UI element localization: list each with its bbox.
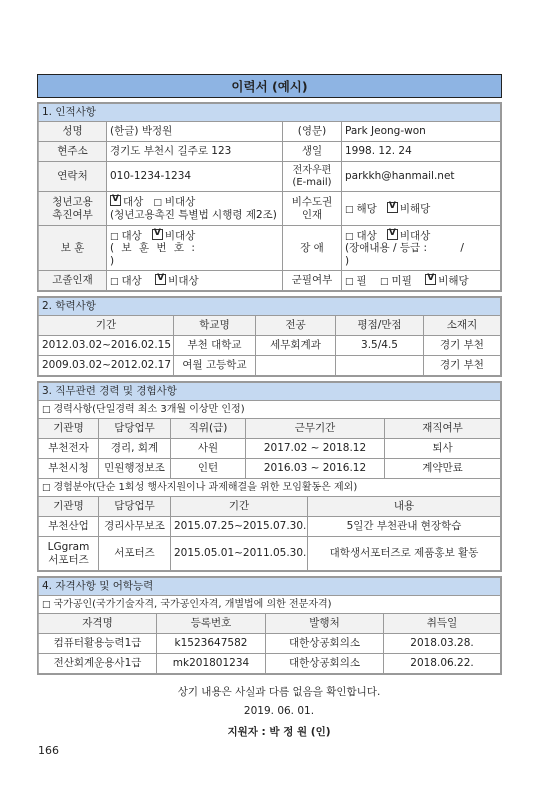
table-cell: 2015.07.25~2015.07.30. — [171, 517, 308, 537]
resume-form — [37, 74, 502, 675]
table-cell: 2017.02 ~ 2018.12 — [246, 439, 385, 459]
column-header: 자격명 — [39, 614, 157, 634]
option-label: 비대상 — [164, 229, 196, 242]
subheader-label: 경험분야(단순 1회성 행사지원이나 과제해결을 위한 모임활동은 제외) — [53, 481, 358, 493]
birth-label: 생일 — [283, 142, 342, 162]
veteran-number-line: ( 보 훈 번 호 : — [110, 242, 197, 255]
table-cell: 5일간 부천관내 현장학습 — [308, 517, 501, 537]
table-cell: 부천산업 — [39, 517, 99, 537]
email-label: 전자우편 (E-mail) — [283, 162, 342, 192]
option-label: 대상 — [123, 196, 144, 209]
table-cell: 2018.06.22. — [384, 654, 501, 674]
career-subheader — [39, 401, 501, 419]
signature-date: 2019. 06. 01. — [243, 705, 315, 717]
document-title: 이력서 (예시) — [37, 74, 502, 98]
section-experience — [37, 381, 502, 572]
option-label: 필 — [356, 274, 367, 287]
column-header: 소재지 — [424, 316, 501, 336]
table-cell: 2009.03.02~2012.02.17 — [39, 356, 174, 376]
section-personal-info — [37, 102, 502, 292]
table-cell: 컴퓨터활용능력1급 — [39, 634, 157, 654]
option-label: 비해당 — [438, 274, 469, 287]
square-icon: □ — [345, 204, 354, 215]
table-cell: 대한상공회의소 — [266, 654, 384, 674]
column-header: 근무기간 — [246, 419, 385, 439]
disability-no-checkbox[interactable] — [387, 229, 398, 240]
table-cell: k1523647582 — [157, 634, 266, 654]
column-header: 발행처 — [266, 614, 384, 634]
option-label: 비대상 — [168, 274, 199, 287]
address-value: 경기도 부천시 길주로 123 — [107, 142, 283, 162]
high-school-grad-options — [107, 271, 283, 291]
non-metro-label: 비수도권 인재 — [283, 192, 342, 226]
column-header: 기관명 — [39, 497, 99, 517]
non-metro-no-checkbox[interactable] — [387, 202, 398, 213]
military-options — [342, 271, 501, 291]
column-header: 내용 — [308, 497, 501, 517]
birth-value: 1998. 12. 24 — [342, 142, 501, 162]
contact-label: 연락처 — [39, 162, 107, 192]
option-label: 대상 — [356, 229, 377, 242]
table-cell: 2016.03 ~ 2016.12 — [246, 459, 385, 479]
military-label: 군필여부 — [283, 271, 342, 291]
section-header: 1. 인적사항 — [39, 104, 501, 122]
option-label: 비대상 — [399, 229, 431, 242]
table-cell: 경기 부천 — [424, 356, 501, 376]
section-header: 2. 학력사항 — [39, 298, 501, 316]
option-label: 해당 — [356, 202, 377, 215]
square-icon: □ — [110, 276, 119, 287]
page-number: 166 — [38, 744, 59, 757]
table-cell: mk201801234 — [157, 654, 266, 674]
youth-employment-label: 청년고용 촉진여부 — [39, 192, 107, 226]
column-header: 취득일 — [384, 614, 501, 634]
table-cell — [256, 356, 336, 376]
table-cell: 전산회계운용사1급 — [39, 654, 157, 674]
high-school-grad-label: 고졸인재 — [39, 271, 107, 291]
column-header: 등록번호 — [157, 614, 266, 634]
disability-label: 장 애 — [283, 226, 342, 271]
column-header: 전공 — [256, 316, 336, 336]
option-label: 비해당 — [399, 202, 431, 215]
table-cell: 2015.05.01~2011.05.30. — [171, 537, 308, 571]
table-cell: 여월 고등학교 — [174, 356, 256, 376]
non-metro-options — [342, 192, 501, 226]
experience-subheader — [39, 479, 501, 497]
section-certifications — [37, 576, 502, 675]
square-icon: □ — [345, 231, 354, 242]
option-label: 미필 — [391, 274, 412, 287]
contact-value: 010-1234-1234 — [107, 162, 283, 192]
veteran-label: 보 훈 — [39, 226, 107, 271]
close-paren: ) — [110, 254, 115, 267]
table-cell: 부천전자 — [39, 439, 99, 459]
option-label: 대상 — [121, 229, 142, 242]
name-value: (한글) 박정원 — [107, 122, 283, 142]
section-header: 3. 직무관련 경력 및 경험사항 — [39, 383, 501, 401]
table-cell: 사원 — [171, 439, 246, 459]
name-label: 성명 — [39, 122, 107, 142]
option-label: 비대상 — [164, 196, 196, 209]
square-icon: □ — [42, 599, 51, 610]
subheader-label: 경력사항(단일경력 최소 3개월 이상만 인정) — [53, 403, 245, 415]
youth-note: (청년고용촉진 특별법 시행령 제2조) — [110, 209, 277, 222]
section-header: 4. 자격사항 및 어학능력 — [39, 578, 501, 596]
table-cell: 서포터즈 — [99, 537, 171, 571]
military-na-checkbox[interactable] — [425, 274, 436, 285]
column-header: 직위(급) — [171, 419, 246, 439]
column-header: 평점/만점 — [336, 316, 424, 336]
table-cell: 경리, 회계 — [99, 439, 171, 459]
column-header: 재직여부 — [385, 419, 501, 439]
column-header: 담당업무 — [99, 419, 171, 439]
square-icon: □ — [153, 198, 162, 209]
veteran-no-checkbox[interactable] — [152, 229, 163, 240]
column-header: 기간 — [171, 497, 308, 517]
square-icon: □ — [380, 276, 389, 287]
table-cell: 2018.03.28. — [384, 634, 501, 654]
disability-grade-line: (장애내용 / 등급 : / — [345, 242, 464, 255]
confirmation-statement: 상기 내용은 사실과 다름 없음을 확인합니다. — [177, 686, 381, 698]
grad-no-checkbox[interactable] — [155, 274, 166, 285]
youth-employment-options — [107, 192, 283, 226]
column-header: 기관명 — [39, 419, 99, 439]
section-education — [37, 296, 502, 377]
table-cell: 계약만료 — [385, 459, 501, 479]
column-header: 기간 — [39, 316, 174, 336]
table-cell: LGgram 서포터즈 — [39, 537, 99, 571]
national-cert-subheader — [39, 596, 501, 614]
table-cell: 대한상공회의소 — [266, 634, 384, 654]
table-cell: 인턴 — [171, 459, 246, 479]
square-icon: □ — [345, 276, 354, 287]
table-cell: 3.5/4.5 — [336, 336, 424, 356]
column-header: 학교명 — [174, 316, 256, 336]
table-cell: 대학생서포터즈로 제품홍보 활동 — [308, 537, 501, 571]
address-label: 현주소 — [39, 142, 107, 162]
table-cell: 퇴사 — [385, 439, 501, 459]
table-cell — [336, 356, 424, 376]
table-cell: 경기 부천 — [424, 336, 501, 356]
table-cell: 부천시청 — [39, 459, 99, 479]
table-cell: 민원행정보조 — [99, 459, 171, 479]
square-icon: □ — [42, 482, 51, 493]
english-name-label: (영문) — [283, 122, 342, 142]
option-label: 대상 — [121, 274, 142, 287]
table-cell: 2012.03.02~2016.02.15 — [39, 336, 174, 356]
veteran-options — [107, 226, 283, 271]
applicant-signature: 지원자 : 박 정 원 (인) — [227, 726, 331, 738]
table-cell: 경리사무보조 — [99, 517, 171, 537]
email-value: parkkh@hanmail.net — [342, 162, 501, 192]
square-icon: □ — [42, 404, 51, 415]
table-cell: 세무회계과 — [256, 336, 336, 356]
table-cell: 부천 대학교 — [174, 336, 256, 356]
english-name-value: Park Jeong-won — [342, 122, 501, 142]
disability-options — [342, 226, 501, 271]
close-paren: ) — [345, 254, 350, 267]
subheader-label: 국가공인(국가기술자격, 국가공인자격, 개별법에 의한 전문자격) — [53, 598, 332, 610]
youth-target-checkbox[interactable] — [110, 195, 121, 206]
column-header: 담당업무 — [99, 497, 171, 517]
square-icon: □ — [110, 231, 119, 242]
